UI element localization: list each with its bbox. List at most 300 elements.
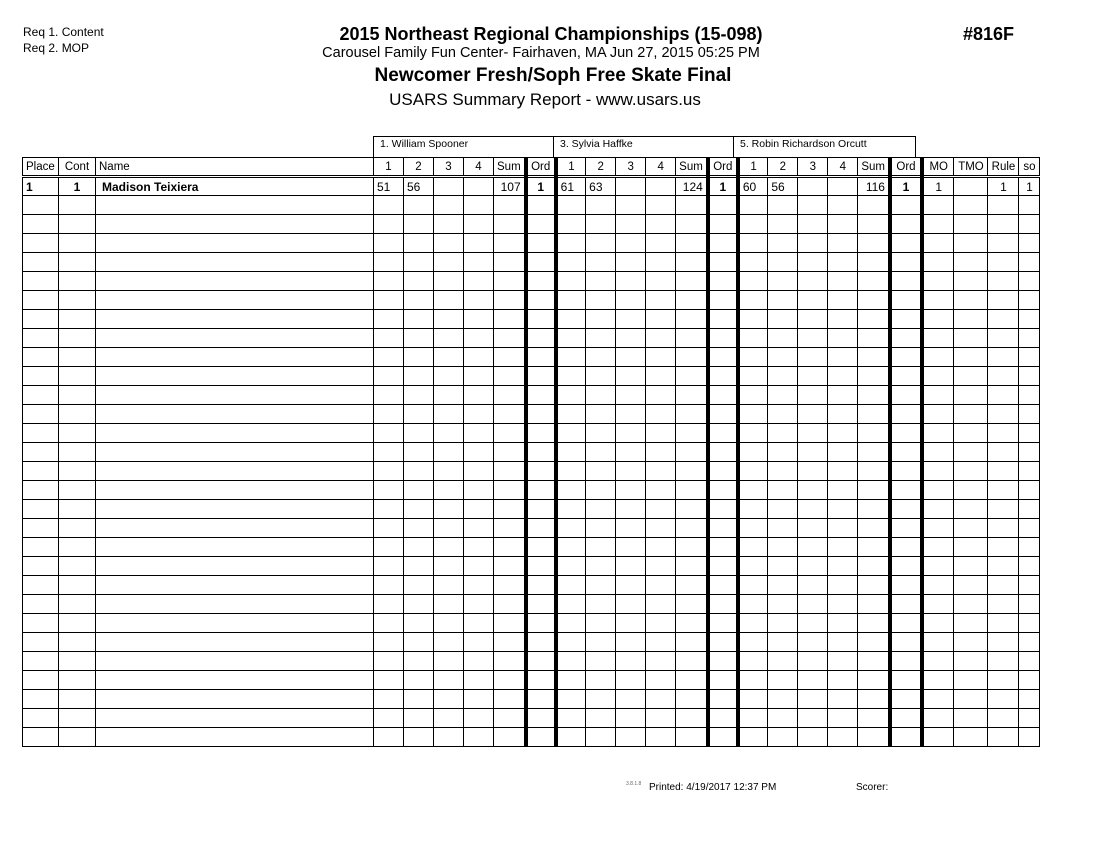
empty-cell [922, 443, 954, 462]
empty-cell [96, 443, 374, 462]
empty-cell [922, 633, 954, 652]
j2-header-sum: Sum [676, 158, 708, 177]
empty-cell [464, 462, 494, 481]
empty-cell [434, 196, 464, 215]
empty-cell [828, 481, 858, 500]
empty-cell [954, 538, 988, 557]
empty-cell [616, 500, 646, 519]
empty-cell [1019, 329, 1040, 348]
empty-cell [556, 234, 586, 253]
empty-cell [23, 576, 59, 595]
empty-cell [922, 386, 954, 405]
empty-cell [526, 329, 556, 348]
empty-cell [646, 462, 676, 481]
empty-cell [404, 310, 434, 329]
empty-cell [96, 424, 374, 443]
empty-cell [954, 728, 988, 747]
empty-cell [526, 348, 556, 367]
empty-cell [616, 196, 646, 215]
empty-cell [988, 196, 1019, 215]
empty-cell [464, 728, 494, 747]
empty-cell [374, 405, 404, 424]
empty-cell [988, 690, 1019, 709]
empty-cell [922, 215, 954, 234]
empty-cell [828, 253, 858, 272]
empty-cell [96, 234, 374, 253]
empty-cell [890, 386, 922, 405]
empty-cell [858, 291, 890, 310]
empty-cell [59, 367, 96, 386]
empty-cell [828, 690, 858, 709]
empty-cell [464, 557, 494, 576]
empty-cell [586, 557, 616, 576]
empty-cell [858, 652, 890, 671]
rule-cell: 1 [988, 177, 1019, 196]
empty-cell [768, 215, 798, 234]
empty-cell [828, 519, 858, 538]
empty-cell [59, 272, 96, 291]
empty-cell [526, 291, 556, 310]
scorer-label: Scorer: [856, 782, 889, 793]
skater-name: Madison Teixiera [96, 177, 374, 196]
empty-cell [586, 253, 616, 272]
empty-cell [586, 386, 616, 405]
empty-cell [890, 690, 922, 709]
empty-cell [738, 196, 768, 215]
empty-cell [1019, 690, 1040, 709]
empty-cell [556, 386, 586, 405]
empty-cell [556, 462, 586, 481]
empty-cell [890, 595, 922, 614]
empty-cell [374, 443, 404, 462]
empty-cell [828, 633, 858, 652]
empty-cell [676, 671, 708, 690]
empty-cell [616, 215, 646, 234]
empty-cell [798, 576, 828, 595]
empty-cell [23, 386, 59, 405]
empty-cell [738, 386, 768, 405]
empty-cell [890, 253, 922, 272]
empty-cell [954, 272, 988, 291]
j3-header-ord: Ord [890, 158, 922, 177]
empty-cell [556, 329, 586, 348]
empty-cell [494, 196, 526, 215]
empty-cell [526, 519, 556, 538]
empty-cell [890, 557, 922, 576]
empty-cell [858, 557, 890, 576]
empty-cell [768, 614, 798, 633]
empty-cell [1019, 728, 1040, 747]
table-row [23, 709, 1040, 728]
empty-cell [464, 709, 494, 728]
empty-cell [616, 253, 646, 272]
empty-cell [858, 196, 890, 215]
empty-cell [738, 690, 768, 709]
empty-cell [890, 614, 922, 633]
competition-title: 2015 Northeast Regional Championships (15-098) [339, 24, 763, 44]
empty-cell [586, 519, 616, 538]
requirement-1: Req 1. Content [23, 25, 104, 39]
empty-cell [1019, 272, 1040, 291]
empty-cell [828, 386, 858, 405]
table-row [23, 253, 1040, 272]
empty-cell [988, 709, 1019, 728]
empty-cell [646, 538, 676, 557]
empty-cell [374, 709, 404, 728]
empty-cell [556, 367, 586, 386]
j2-header-2: 2 [586, 158, 616, 177]
empty-cell [374, 595, 404, 614]
empty-cell [858, 367, 890, 386]
empty-cell [798, 405, 828, 424]
empty-cell [858, 538, 890, 557]
j2-header-3: 3 [616, 158, 646, 177]
empty-cell [404, 709, 434, 728]
empty-cell [59, 462, 96, 481]
empty-cell [646, 481, 676, 500]
empty-cell [708, 709, 738, 728]
empty-cell [464, 310, 494, 329]
empty-cell [708, 576, 738, 595]
empty-cell [738, 652, 768, 671]
empty-cell [922, 253, 954, 272]
table-row [23, 291, 1040, 310]
empty-cell [858, 443, 890, 462]
empty-cell [738, 405, 768, 424]
empty-cell [374, 272, 404, 291]
empty-cell [858, 500, 890, 519]
empty-cell [798, 595, 828, 614]
empty-cell [676, 367, 708, 386]
empty-cell [556, 215, 586, 234]
empty-cell [59, 386, 96, 405]
empty-cell [374, 215, 404, 234]
requirement-2: Req 2. MOP [23, 41, 90, 55]
empty-cell [988, 614, 1019, 633]
empty-cell [954, 443, 988, 462]
empty-cell [954, 519, 988, 538]
empty-cell [556, 405, 586, 424]
empty-cell [858, 272, 890, 291]
empty-cell [954, 234, 988, 253]
empty-cell [586, 576, 616, 595]
empty-cell [23, 538, 59, 557]
empty-cell [768, 481, 798, 500]
empty-cell [954, 386, 988, 405]
empty-cell [738, 329, 768, 348]
empty-cell [890, 215, 922, 234]
empty-cell [434, 500, 464, 519]
empty-cell [708, 633, 738, 652]
empty-cell [768, 595, 798, 614]
empty-cell [23, 424, 59, 443]
j1-score-2: 56 [404, 177, 434, 196]
empty-cell [646, 196, 676, 215]
empty-cell [23, 405, 59, 424]
empty-cell [374, 310, 404, 329]
empty-cell [676, 519, 708, 538]
empty-cell [616, 234, 646, 253]
empty-cell [586, 614, 616, 633]
empty-cell [1019, 405, 1040, 424]
empty-cell [1019, 386, 1040, 405]
empty-cell [586, 291, 616, 310]
empty-cell [858, 310, 890, 329]
empty-cell [96, 367, 374, 386]
j1-header-2: 2 [404, 158, 434, 177]
empty-cell [858, 329, 890, 348]
j3-header-1: 1 [738, 158, 768, 177]
empty-cell [738, 595, 768, 614]
table-row [23, 690, 1040, 709]
empty-cell [526, 386, 556, 405]
empty-cell [858, 253, 890, 272]
j2-score-2: 63 [586, 177, 616, 196]
empty-cell [616, 576, 646, 595]
empty-cell [1019, 481, 1040, 500]
empty-cell [738, 614, 768, 633]
empty-cell [922, 291, 954, 310]
empty-cell [646, 519, 676, 538]
empty-cell [828, 614, 858, 633]
empty-cell [1019, 500, 1040, 519]
empty-cell [988, 310, 1019, 329]
empty-cell [798, 500, 828, 519]
table-row [23, 329, 1040, 348]
j2-header-1: 1 [556, 158, 586, 177]
empty-cell [616, 310, 646, 329]
empty-cell [828, 291, 858, 310]
empty-cell [556, 614, 586, 633]
empty-cell [828, 310, 858, 329]
empty-cell [738, 310, 768, 329]
empty-cell [708, 462, 738, 481]
empty-cell [646, 576, 676, 595]
empty-cell [988, 386, 1019, 405]
empty-cell [586, 633, 616, 652]
so-cell: 1 [1019, 177, 1040, 196]
empty-cell [434, 215, 464, 234]
header-name: Name [96, 158, 374, 177]
empty-cell [676, 595, 708, 614]
empty-cell [96, 405, 374, 424]
mo-cell: 1 [922, 177, 954, 196]
empty-cell [434, 310, 464, 329]
empty-cell [494, 462, 526, 481]
empty-cell [738, 367, 768, 386]
cont-cell: 1 [59, 177, 96, 196]
empty-cell [1019, 348, 1040, 367]
empty-cell [59, 728, 96, 747]
empty-cell [23, 291, 59, 310]
empty-cell [464, 272, 494, 291]
empty-cell [828, 367, 858, 386]
empty-cell [828, 234, 858, 253]
empty-cell [434, 481, 464, 500]
empty-cell [954, 367, 988, 386]
empty-cell [586, 728, 616, 747]
empty-cell [526, 367, 556, 386]
empty-cell [676, 690, 708, 709]
empty-cell [738, 633, 768, 652]
judge-1-header: 1. William Spooner [373, 136, 554, 157]
empty-cell [1019, 652, 1040, 671]
empty-cell [374, 500, 404, 519]
empty-cell [374, 196, 404, 215]
empty-cell [738, 481, 768, 500]
empty-cell [1019, 671, 1040, 690]
empty-cell [586, 595, 616, 614]
empty-cell [59, 329, 96, 348]
j1-header-3: 3 [434, 158, 464, 177]
empty-cell [586, 367, 616, 386]
empty-cell [858, 462, 890, 481]
empty-cell [59, 519, 96, 538]
j1-header-ord: Ord [526, 158, 556, 177]
empty-cell [922, 234, 954, 253]
empty-cell [768, 253, 798, 272]
empty-cell [434, 709, 464, 728]
judge-5-header: 5. Robin Richardson Orcutt [733, 136, 916, 157]
empty-cell [954, 709, 988, 728]
empty-cell [404, 538, 434, 557]
empty-cell [988, 671, 1019, 690]
empty-cell [676, 462, 708, 481]
empty-cell [922, 614, 954, 633]
j1-score-1: 51 [374, 177, 404, 196]
empty-cell [586, 272, 616, 291]
empty-cell [494, 234, 526, 253]
header-cont: Cont [59, 158, 96, 177]
empty-cell [526, 310, 556, 329]
empty-cell [988, 405, 1019, 424]
empty-cell [434, 595, 464, 614]
empty-cell [586, 671, 616, 690]
empty-cell [526, 481, 556, 500]
empty-cell [828, 576, 858, 595]
empty-cell [464, 348, 494, 367]
empty-cell [828, 538, 858, 557]
empty-cell [586, 709, 616, 728]
empty-cell [404, 614, 434, 633]
empty-cell [1019, 576, 1040, 595]
empty-cell [858, 614, 890, 633]
empty-cell [464, 576, 494, 595]
empty-cell [708, 538, 738, 557]
empty-cell [23, 614, 59, 633]
table-row [23, 728, 1040, 747]
empty-cell [526, 462, 556, 481]
empty-cell [464, 215, 494, 234]
empty-cell [646, 633, 676, 652]
empty-cell [798, 196, 828, 215]
empty-cell [374, 728, 404, 747]
empty-cell [988, 272, 1019, 291]
empty-cell [526, 709, 556, 728]
empty-cell [59, 633, 96, 652]
empty-cell [59, 196, 96, 215]
empty-cell [738, 462, 768, 481]
empty-cell [374, 424, 404, 443]
j1-sum: 107 [494, 177, 526, 196]
empty-cell [616, 557, 646, 576]
empty-cell [526, 196, 556, 215]
empty-cell [404, 633, 434, 652]
empty-cell [1019, 234, 1040, 253]
empty-cell [738, 728, 768, 747]
table-row [23, 405, 1040, 424]
table-row [23, 443, 1040, 462]
empty-cell [890, 291, 922, 310]
empty-cell [1019, 367, 1040, 386]
empty-cell [858, 595, 890, 614]
empty-cell [708, 424, 738, 443]
empty-cell [23, 253, 59, 272]
empty-cell [556, 595, 586, 614]
empty-cell [708, 215, 738, 234]
empty-cell [1019, 709, 1040, 728]
empty-cell [922, 500, 954, 519]
empty-cell [708, 557, 738, 576]
empty-cell [374, 652, 404, 671]
empty-cell [616, 633, 646, 652]
empty-cell [59, 614, 96, 633]
empty-cell [890, 633, 922, 652]
empty-cell [434, 234, 464, 253]
empty-cell [954, 576, 988, 595]
empty-cell [988, 481, 1019, 500]
empty-cell [890, 272, 922, 291]
empty-cell [494, 690, 526, 709]
j2-header-ord: Ord [708, 158, 738, 177]
empty-cell [404, 253, 434, 272]
empty-cell [464, 367, 494, 386]
empty-cell [798, 424, 828, 443]
empty-cell [96, 481, 374, 500]
empty-cell [708, 728, 738, 747]
empty-cell [96, 557, 374, 576]
empty-cell [988, 557, 1019, 576]
j2-score-3 [616, 177, 646, 196]
empty-cell [556, 310, 586, 329]
empty-cell [23, 272, 59, 291]
empty-cell [96, 348, 374, 367]
empty-cell [59, 253, 96, 272]
empty-cell [954, 557, 988, 576]
j1-header-4: 4 [464, 158, 494, 177]
empty-cell [586, 462, 616, 481]
empty-cell [434, 614, 464, 633]
empty-cell [526, 595, 556, 614]
empty-cell [23, 557, 59, 576]
empty-cell [988, 253, 1019, 272]
empty-cell [890, 196, 922, 215]
j3-score-1: 60 [738, 177, 768, 196]
empty-cell [556, 652, 586, 671]
empty-cell [374, 576, 404, 595]
empty-cell [59, 557, 96, 576]
empty-cell [556, 500, 586, 519]
empty-cell [526, 671, 556, 690]
empty-cell [922, 348, 954, 367]
printed-timestamp: Printed: 4/19/2017 12:37 PM [649, 782, 777, 793]
empty-cell [768, 538, 798, 557]
empty-cell [646, 405, 676, 424]
empty-cell [96, 538, 374, 557]
empty-cell [676, 196, 708, 215]
empty-cell [404, 215, 434, 234]
empty-cell [556, 728, 586, 747]
